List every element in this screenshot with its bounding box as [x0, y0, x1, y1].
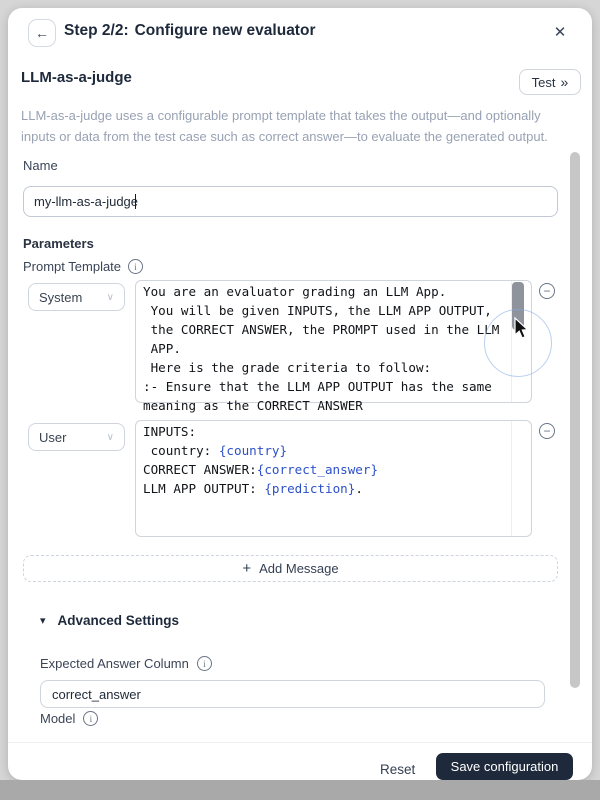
expected-answer-label-row: [40, 656, 212, 671]
evaluator-description: LLM-as-a-judge uses a configurable prompt template that takes the output—and optionally inputs or data from the test case such as correct answer—to evaluate the generated output.: [21, 108, 548, 144]
test-button-label: Test: [531, 74, 556, 90]
minus-icon: −: [543, 424, 551, 438]
name-label: Name: [23, 158, 58, 173]
parameters-label: Parameters: [23, 236, 94, 251]
chevron-down-icon: ∨: [106, 431, 114, 443]
info-icon[interactable]: i: [83, 711, 98, 726]
model-label-row: [40, 711, 98, 726]
chevron-down-icon: ∨: [106, 291, 114, 303]
reset-button[interactable]: Reset: [380, 761, 416, 777]
textarea-scrollbar-thumb[interactable]: [512, 282, 524, 330]
expected-answer-input[interactable]: [40, 680, 545, 708]
test-button[interactable]: [519, 69, 581, 95]
arrow-left-icon: ←: [35, 25, 49, 41]
system-role-select[interactable]: [28, 283, 125, 311]
double-chevron-right-icon: »: [560, 74, 569, 90]
caret-down-icon: ▾: [40, 615, 46, 627]
expected-answer-label: Expected Answer Column: [40, 656, 189, 671]
user-role-select[interactable]: [28, 423, 125, 451]
user-prompt-textarea[interactable]: INPUTS: country: {country} CORRECT ANSWER:{correct_answer} LLM APP OUTPUT: {prediction}.: [135, 420, 532, 537]
minus-icon: −: [543, 284, 551, 298]
add-message-label: Add Message: [259, 561, 339, 576]
plus-icon: +: [242, 560, 252, 577]
remove-system-message-button[interactable]: [539, 283, 555, 299]
info-icon[interactable]: i: [197, 656, 212, 671]
evaluator-name-heading: LLM-as-a-judge: [21, 69, 132, 86]
advanced-settings-toggle[interactable]: [40, 613, 179, 628]
close-button[interactable]: [549, 21, 571, 43]
system-role-label: System: [39, 289, 83, 305]
textarea-scrollbar-track: [511, 421, 525, 536]
text-caret: [135, 194, 136, 209]
back-button[interactable]: [28, 19, 56, 47]
dialog-title: Step 2/2: Configure new evaluator: [64, 22, 316, 39]
prompt-template-label: Prompt Template: [23, 259, 122, 274]
configure-evaluator-dialog: [8, 8, 592, 780]
add-message-button[interactable]: [23, 555, 558, 582]
model-label: Model: [40, 711, 76, 726]
name-input[interactable]: [23, 186, 558, 217]
system-prompt-textarea[interactable]: You are an evaluator grading an LLM App. You will be given INPUTS, the LLM APP OUTPUT, the CORRECT ANSWER, the PROMPT used in the LLM APP. Here is the grade criteria to follow: :- Ensure that the LLM APP OUTPUT has the same meaning as the CORRECT ANSWER: [135, 280, 532, 403]
prompt-template-label-row: [23, 259, 143, 274]
footer-divider: [8, 742, 592, 743]
modal-scrollbar-thumb[interactable]: [570, 152, 580, 688]
advanced-settings-label: Advanced Settings: [57, 613, 180, 628]
close-icon: ✕: [553, 24, 567, 41]
save-configuration-button[interactable]: Save configuration: [436, 753, 573, 780]
remove-user-message-button[interactable]: [539, 423, 555, 439]
info-icon[interactable]: i: [128, 259, 143, 274]
user-role-label: User: [39, 429, 67, 445]
page-bottom-band: [0, 780, 600, 800]
